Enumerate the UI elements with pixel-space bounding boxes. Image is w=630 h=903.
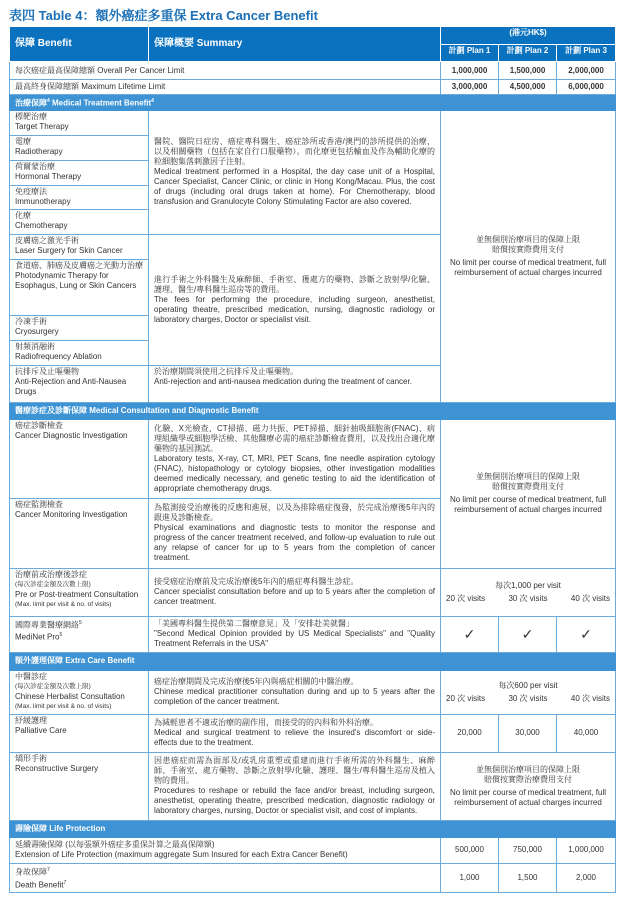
summary: 為減輕患者不適或治療的副作用，而接受的的內科和外科治療。 Medical and surgical treatment to relieve the insured's discomfort or side-effects due to the treatment. <box>149 714 441 752</box>
value: 1,500 <box>499 863 557 892</box>
table-row <box>10 568 616 616</box>
summary: 進行手術之外科醫生及麻醉師、手術室、獲處方的藥物、診斷之放射學/化驗、護理、醫生/專科醫生巡房等的費用。 The fees for performing the procedure, including surgeon, anesthetist, operating theatre, prescribed medication, nursing, diagnostic radiology or laboratory charges, Doctor or specialist visit. <box>149 234 441 365</box>
table-row <box>10 752 616 820</box>
summary: 為監測接受治療後的反應和進展，以及為排除癌症復發，於完成治療後5年內的跟進及診斷檢查。 Physical examinations and diagnostic tests to monitor the response and progress of the cancer treatment received, and follow-up evaluation to rule out any relapse of cancer for up to 5 years from the completion of cancer treatment. <box>149 498 441 568</box>
section-header-consultation <box>10 402 616 419</box>
value: 1,000,000 <box>557 837 616 863</box>
header-currency: (港元HK$) <box>441 27 616 45</box>
benefit-item: 皮膚癌之激光手術 Laser Surgery for Skin Cancer <box>10 234 149 259</box>
benefit-item: 矯形手術 Reconstructive Surgery <box>10 752 149 820</box>
plan-coverage: 每次1,000 per visit 20 次 visits 30 次 visits 40 次 visits <box>441 568 616 616</box>
summary: 醫院、醫院日症房、癌症專科醫生、癌症診所或香港/澳門的診所提供的治療，以及相關藥物（包括在家自行口服藥物）。而化療更包括輸血及作為輔助化療的粒細胞集落刺激因子注射。 Medical treatment performed in a Hospital, the day case unit of a Hospital, Cancer Specialist, Cancer Clinic, or clinic in Hong Kong/Macau. Plus, the cost of drugs (including oral drugs taken at home). For Chemotherapy, blood transfusion and Granulocyte Colony Stimulating Factor are also covered. <box>149 110 441 234</box>
header-plan-1: 計劃 Plan 1 <box>441 45 499 62</box>
plan-coverage: 每次600 per visit 20 次 visits 30 次 visits 40 次 visits <box>441 670 616 714</box>
header-plan-3: 計劃 Plan 3 <box>557 45 616 62</box>
table-row <box>10 62 616 80</box>
benefit-item: 電療 Radiotherapy <box>10 135 149 160</box>
benefit-item: 延續壽險保障 (以每張額外癌症多重保計算之最高保障額) Extension of Life Protection (maximum aggregate Sum Insured for each Extra Cancer Benefit) <box>10 837 441 863</box>
table-row <box>10 110 616 135</box>
benefit-item: 食道癌、肺癌及皮膚癌之光動力治療 Photodynamic Therapy for Esophagus, Lung or Skin Cancers <box>10 259 149 315</box>
benefit-item: 癌症診斷檢查 Cancer Diagnostic Investigation <box>10 419 149 498</box>
table-row <box>10 419 616 498</box>
value: 4,500,000 <box>499 80 557 95</box>
value: 3,000,000 <box>441 80 499 95</box>
plan-coverage: 並無個別治療項目的保障上限 賠償按實際費用支付 No limit per course of medical treatment, full reimbursement of actual charges incurred <box>441 419 616 568</box>
benefit-item: 標靶治療 Target Therapy <box>10 110 149 135</box>
section-title: 額外護理保障 Extra Care Benefit <box>10 652 616 670</box>
benefit-item: 免疫療法 Immunotherapy <box>10 185 149 209</box>
check-icon: ✓ <box>499 616 557 652</box>
table-row <box>10 80 616 95</box>
summary: 接受癌症治療前及完成治療後5年內的癌症專科醫生診症。 Cancer specialist consultation before and up to 5 years after the completion of cancer treatment. <box>149 568 441 616</box>
header-benefit: 保障 Benefit <box>10 27 149 62</box>
summary: 癌症治療期間及完成治療後5年內與癌症相關的中醫治療。 Chinese medical practitioner consultation during and up to 5 years after the completion of the cancer treatment. <box>149 670 441 714</box>
value: 500,000 <box>441 837 499 863</box>
value: 2,000,000 <box>557 62 616 80</box>
section-title: 壽險保障 Life Protection <box>10 820 616 837</box>
benefit-item: 癌症監測檢查 Cancer Monitoring Investigation <box>10 498 149 568</box>
section-header-life <box>10 820 616 837</box>
section-header-care <box>10 652 616 670</box>
section-title: 醫療診症及診斷保障 Medical Consultation and Diagnostic Benefit <box>10 402 616 419</box>
benefit-item: 治療前或治療後診症 (每次診症金額及次數上限) Pre or Post-treatment Consultation (Max. limit per visit & no. of visits) <box>10 568 149 616</box>
table-row <box>10 616 616 652</box>
section-header-medical: 治療保障$^4$ Medical Treatment Benefit$^4$ <box>10 95 616 111</box>
value: 2,000 <box>557 863 616 892</box>
value: 40,000 <box>557 714 616 752</box>
table-row <box>10 714 616 752</box>
value: 1,000,000 <box>441 62 499 80</box>
header-row <box>10 27 616 45</box>
plan-coverage: 並無個別治療項目的保障上限 賠償按實際治療費用支付 No limit per course of medical treatment, full reimbursement of actual charges incurred <box>441 752 616 820</box>
check-icon: ✓ <box>557 616 616 652</box>
value: 1,500,000 <box>499 62 557 80</box>
table-row <box>10 863 616 892</box>
benefit-item: 化療 Chemotherapy <box>10 209 149 234</box>
extra-cancer-benefit-table <box>9 26 616 893</box>
benefit-item: 身故保障$^7$ Death Benefit$^7$ <box>10 863 441 892</box>
header-plan-2: 計劃 Plan 2 <box>499 45 557 62</box>
plan-coverage: 並無個別治療項目的保障上限 賠償按實際費用支付 No limit per course of medical treatment, full reimbursement of actual charges incurred <box>441 110 616 402</box>
header-summary: 保障概要 Summary <box>149 27 441 62</box>
table-row <box>10 670 616 714</box>
benefit-item: 紓緩護理 Palliative Care <box>10 714 149 752</box>
value: 750,000 <box>499 837 557 863</box>
table-title: 表四 Table 4：額外癌症多重保 Extra Cancer Benefit <box>9 8 318 23</box>
benefit-item: 射頻消融術 Radiofrequency Ablation <box>10 340 149 365</box>
benefit-item: 抗排斥及止嘔藥物 Anti-Rejection and Anti-Nausea Drugs <box>10 365 149 402</box>
row-label: 最高終身保障總額 Maximum Lifetime Limit <box>10 80 441 95</box>
check-icon: ✓ <box>441 616 499 652</box>
benefit-item: 荷爾蒙治療 Hormonal Therapy <box>10 160 149 185</box>
summary: 於治療期間須使用之抗排斥及止嘔藥物。 Anti-rejection and anti-nausea medication during the treatment of cancer. <box>149 365 441 402</box>
table-row <box>10 837 616 863</box>
benefit-item: 國際專業醫療網絡$^5$ MediNet Pro$^5$ <box>10 616 149 652</box>
summary: 因患癌症而需為面部及/或乳房重塑或重建而進行手術所需的外科醫生、麻醉師、手術室、處方藥物、診斷之放射學/化驗、護理、醫生/專科醫生巡房及植入物的費用。 Procedures to reshape or rebuild the face and/or breast, including surgeon, anesthetist, operating theatre, prescribed medication, diagnostic radiology or laboratory charges, nursing, Doctor or specialist visit, and cost of implants. <box>149 752 441 820</box>
section-title: 治療保障 <box>15 98 47 108</box>
value: 6,000,000 <box>557 80 616 95</box>
benefit-item: 冷凍手術 Cryosurgery <box>10 315 149 340</box>
summary: 「美國專科醫生提供第二醫療意見」及「安排赴美就醫」 "Second Medical Opinion provided by US Medical Specialists" and "Quality Treatment Referrals in the USA" <box>149 616 441 652</box>
row-label: 每次癌症最高保障總額 Overall Per Cancer Limit <box>10 62 441 80</box>
value: 30,000 <box>499 714 557 752</box>
value: 20,000 <box>441 714 499 752</box>
benefit-item: 中醫診症 (每次診症金額及次數上限) Chinese Herbalist Consultation (Max. limit per visit & no. of visits) <box>10 670 149 714</box>
summary: 化驗、X光檢查、CT掃描、磁力共振、PET掃描、細針抽吸細胞術(FNAC)、病理組織學或細胞學活檢、其他醫療必需的癌症診斷檢查費用，以及找出合適化療藥物的基因測試。 Laboratory tests, X-ray, CT, MRI, PET Scans, fine needle aspiration cytology (FNAC), histopathology or cytology biopsies, other investigation modalities deemed medically necessary, and genetic testing to aid the identification of appropriate chemotherapy drugs. <box>149 419 441 498</box>
value: 1,000 <box>441 863 499 892</box>
